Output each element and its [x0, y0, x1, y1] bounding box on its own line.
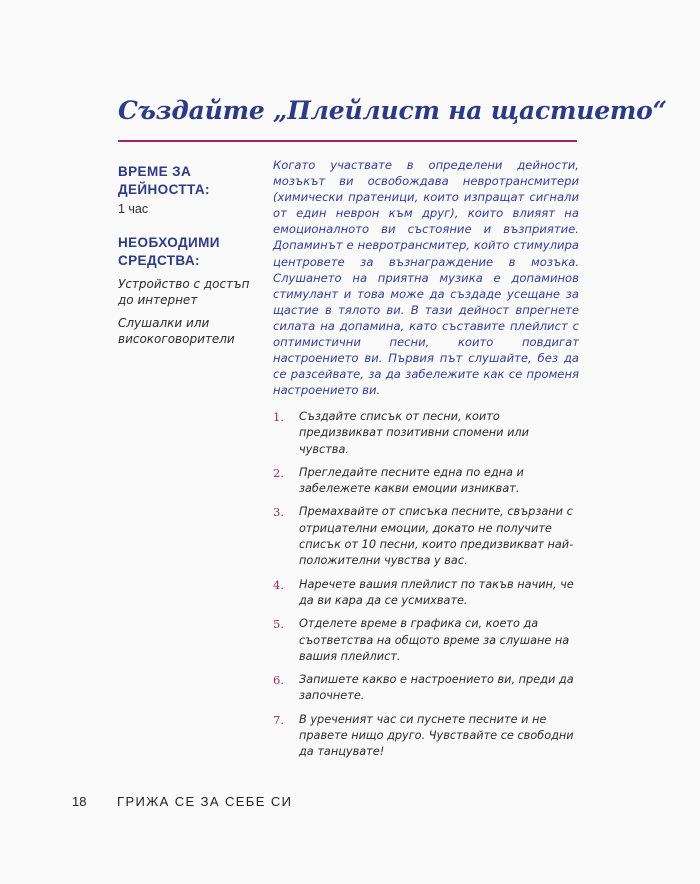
list-item — [273, 712, 579, 761]
page-footer — [72, 794, 292, 809]
list-item — [273, 672, 579, 705]
list-item — [273, 504, 579, 569]
step-text: В уреченият час си пуснете песните и не правете нищо друго. Чувствайте се свободни да танцувате! — [299, 712, 574, 759]
step-number: 5. — [273, 617, 284, 632]
step-number: 6. — [273, 673, 284, 688]
step-number: 4. — [273, 577, 284, 592]
steps-list — [273, 409, 579, 768]
materials-heading: НЕОБХОДИМИ СРЕДСТВА: — [118, 235, 220, 268]
step-text: Отделете време в графика си, което да съответства на общото време за слушане на вашия плейлист. — [299, 617, 570, 663]
step-number: 7. — [273, 712, 284, 727]
activity-sidebar — [118, 163, 258, 354]
materials-block — [118, 234, 258, 347]
running-title: ГРИЖА СЕ ЗА СЕБЕ СИ — [117, 794, 293, 809]
material-item: Устройство с достъп до интернет — [118, 277, 250, 307]
page-title: Създайте „Плейлист на щастието“ — [118, 96, 667, 125]
step-text: Премахвайте от списъка песните, свързани с отрицателни емоции, докато не получите списък от 10 песни, които предизвикват най-положителни чувства у вас. — [299, 505, 574, 568]
step-text: Запишете какво е настроението ви, преди да започнете. — [299, 673, 574, 703]
material-item: Слушалки или високоговорители — [118, 316, 235, 346]
list-item — [273, 409, 579, 458]
list-item — [273, 616, 579, 665]
step-number: 3. — [273, 505, 284, 520]
step-number: 2. — [273, 465, 284, 480]
title-divider — [118, 140, 577, 142]
list-item — [273, 465, 579, 498]
page-number: 18 — [72, 794, 87, 809]
time-value: 1 час — [118, 202, 149, 216]
step-text: Създайте списък от песни, които предизвикват позитивни спомени или чувства. — [299, 410, 529, 456]
intro-paragraph: Когато участвате в определени дейности, мозъкът ви освобождава невротрансмитери (химически пратеници, които изпращат сигнали от един неврон към друг), които влияят на емоционалното ви състояние и възприятие. Допаминът е невротрансмитер, който стимулира центровете за възнаграждение в мозъка. Слушането на приятна музика е допаминов стимулант и това може да създаде усещане за щастие в тялото ви. В тази дейност впрегнете силата на допамина, като съставите плейлист с оптимистични песни, които повдигат настроението ви. Първия път слушайте, без да се разсейвате, за да забележите как се променя настроението ви. — [273, 158, 579, 398]
time-heading: ВРЕМЕ ЗА ДЕЙНОСТТА: — [118, 164, 210, 197]
materials-list — [118, 276, 258, 347]
step-number: 1. — [273, 410, 284, 424]
step-text: Прегледайте песните една по една и забележете какви емоции изникват. — [299, 465, 524, 496]
step-text: Наречете вашия плейлист по такъв начин, че да ви кара да се усмихвате. — [299, 577, 574, 607]
list-item — [273, 577, 579, 610]
